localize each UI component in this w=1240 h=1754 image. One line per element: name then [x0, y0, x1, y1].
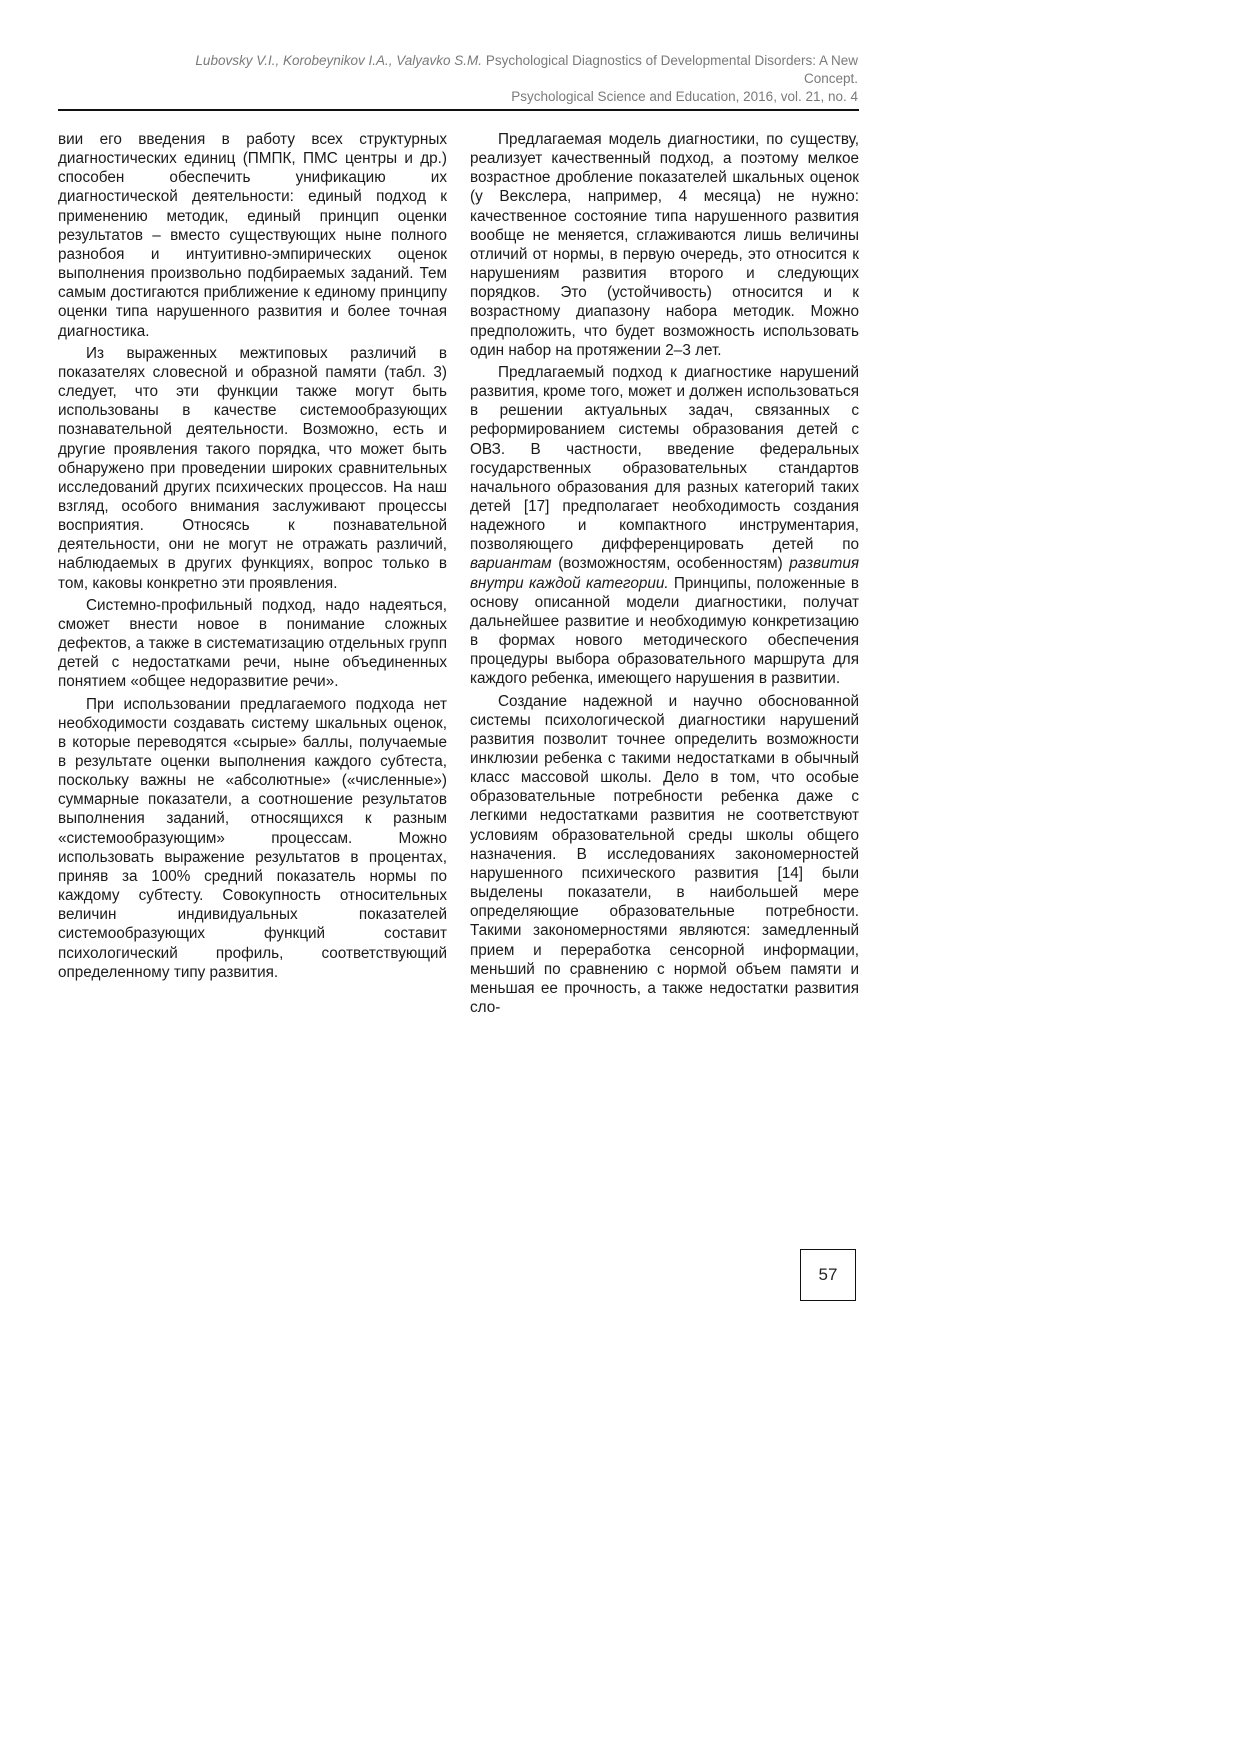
right-paragraph-2-emphasis-2: развития внутри каждой категории.: [470, 555, 859, 592]
right-paragraph-3: Создание надежной и научно обоснованной системы психологической диагностики нарушений развития позволит точнее определить возможности инклюзии ребенка с такими недостатками в обычный класс массовой школы. Дело в том, что особые образовательные потребности ребенка даже с легкими недостатками развития не соответствуют условиям образовательной среды школы общего назначения. В исследованиях закономерностей нарушенного психического развития [14] были выделены показатели, в наибольшей мере определяющие образовательные потребности. Такими закономерностями являются: замедленный прием и переработка сенсорной информации, меньший по сравнению с нормой объем памяти и меньшая ее прочность, а также недостатки развития сло-: [470, 692, 859, 1017]
page-number-box: [800, 1249, 856, 1301]
header-rule: [58, 109, 859, 111]
header-title-part1: Psychological Diagnostics of Developmental Disorders: A New: [485, 53, 858, 68]
running-header: [58, 52, 858, 106]
header-citation: Psychological Science and Education, 2016, vol. 21, no. 4: [511, 89, 858, 104]
left-column: [58, 130, 447, 982]
left-paragraph-3: Системно-профильный подход, надо надеяться, сможет внести новое в понимание сложных дефектов, а также в систематизацию отдельных групп детей с недостатками речи, ныне объединенных понятием «общее недоразвитие речи».: [58, 596, 447, 691]
header-line-1: [58, 52, 858, 70]
page-number: 57: [818, 1265, 838, 1284]
right-paragraph-2-text-b: (возможностям, особенностям): [551, 555, 790, 573]
right-paragraph-2: [470, 363, 859, 689]
right-paragraph-2-text-c: Принципы, положенные в основу описанной модели диагностики, получат дальнейшее развитие и необходимую конкретизацию в формах нового методического обеспечения процедуры выбора образовательного маршрута для каждого ребенка, имеющего нарушения в развитии.: [470, 574, 859, 688]
right-paragraph-2-emphasis-1: вариантам: [470, 555, 552, 573]
right-column: [470, 130, 859, 1017]
right-paragraph-1: Предлагаемая модель диагностики, по существу, реализует качественный подход, а поэтому мелкое возрастное дробление показателей шкальных оценок (у Векслера, например, 4 месяца) не нужно: качественное состояние типа нарушенного развития вообще не меняется, сглаживаются лишь величины отличий от нормы, в первую очередь, это относится к нарушениям развития второго и следующих порядков. Это (устойчивость) относится и к возрастному диапазону набора методик. Можно предположить, что будет возможность использовать один набор на протяжении 2–3 лет.: [470, 131, 859, 359]
right-paragraph-2-text-a: Предлагаемый подход к диагностике нарушений развития, кроме того, может и должен использоваться в решении актуальных задач, связанных с реформированием системы образования детей с ОВЗ. В частности, введение федеральных государственных образовательных стандартов начального образования для разных категорий таких детей [17] предполагает необходимость создания надежного и компактного инструментария, позволяющего дифференцировать детей по: [470, 363, 859, 554]
header-authors: Lubovsky V.I., Korobeynikov I.A., Valyavko S.M.: [195, 53, 483, 68]
left-paragraph-2: Из выраженных межтиповых различий в показателях словесной и образной памяти (табл. 3) следует, что эти функции также могут быть использованы в качестве системообразующих познавательной деятельности. Возможно, есть и другие проявления такого порядка, что может быть обнаружено при проведении широких сравнительных исследований других психических процессов. На наш взгляд, особого внимания заслуживают процессы восприятия. Относясь к познавательной деятельности, они не могут не отражать различий, наблюдаемых в других функциях, вопрос только в том, каковы конкретно эти проявления.: [58, 344, 447, 592]
header-title-part2: Concept.: [803, 71, 858, 86]
left-paragraph-4: При использовании предлагаемого подхода нет необходимости создавать систему шкальных оценок, в которые переводятся «сырые» баллы, получаемые в результате оценки выполнения каждого субтеста, поскольку важны не «абсолютные» («численные») суммарные показатели, а соотношение результатов выполнения заданий, относящихся к разным «системообразующим» процессам. Можно использовать выражение результатов в процентах, приняв за 100% средний показатель нормы по каждому субтесту. Совокупность относительных величин индивидуальных показателей системообразующих функций составит психологический профиль, соответствующий определенному типу развития.: [58, 695, 447, 981]
left-paragraph-1: вии его введения в работу всех структурных диагностических единиц (ПМПК, ПМС центры и др.) способен обеспечить унификацию их диагностической деятельности: единый подход к применению методик, единый принцип оценки результатов – вместо существующих ныне полного разнобоя и интуитивно-эмпирических оценок выполнения произвольно подбираемых заданий. Тем самым достигаются приближение к единому принципу оценки типа нарушенного развития и более точная диагностика.: [58, 131, 447, 340]
